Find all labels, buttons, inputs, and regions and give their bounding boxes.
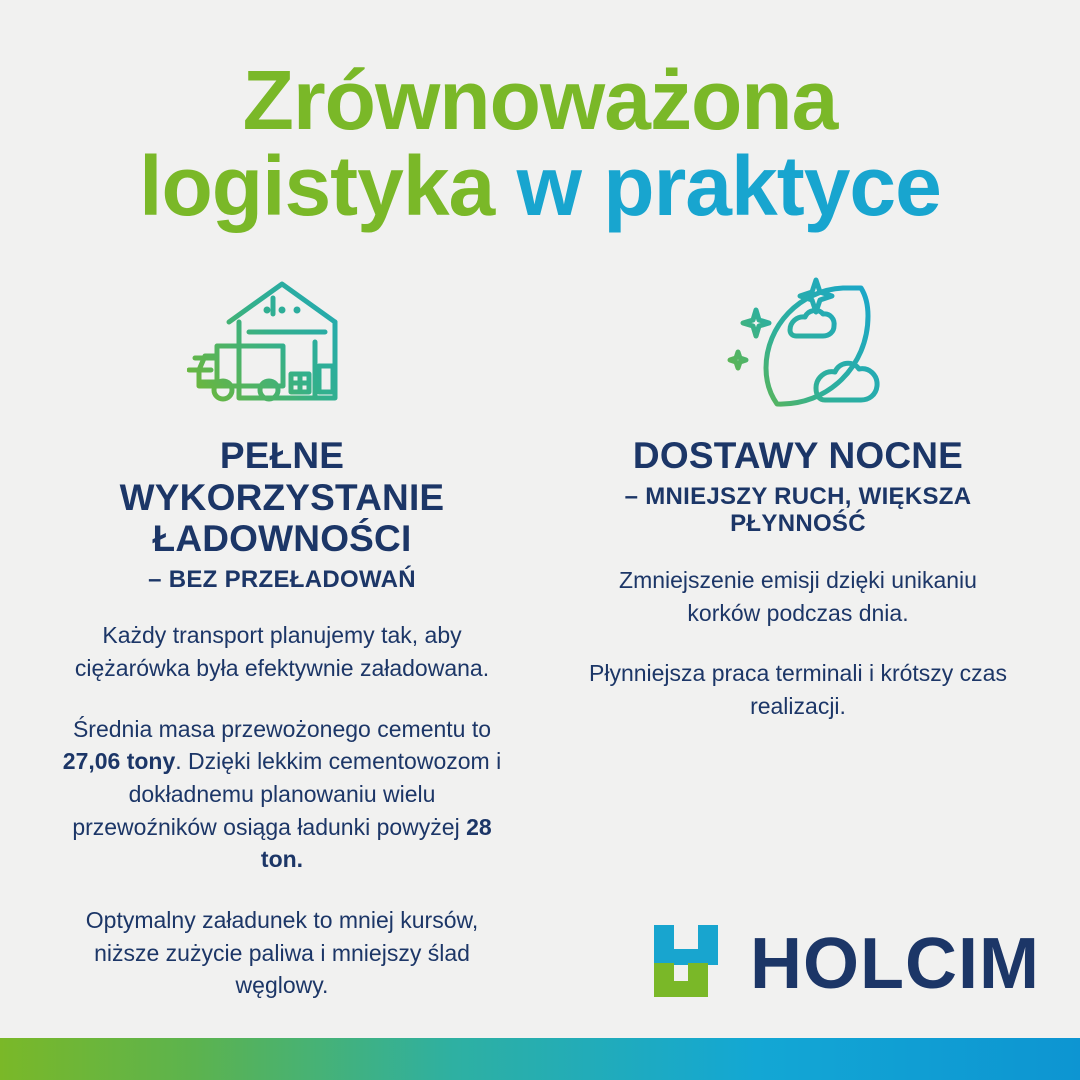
title-line-2 — [0, 138, 1080, 233]
column-paragraph-1: Każdy transport planujemy tak, aby ciężarówka była efektywnie załadowana. — [74, 622, 490, 681]
column-paragraph-1: Zmniejszenie emisji dzięki unikaniu korków podczas dnia. — [619, 566, 977, 626]
column-night-deliveries — [540, 265, 1056, 1004]
title-word-w-praktyce: w praktyce — [516, 138, 941, 233]
moon-clouds-icon — [580, 265, 1016, 425]
holcim-logo-mark — [644, 919, 728, 1008]
truck-warehouse-icon — [54, 265, 510, 425]
holcim-logo-text: HOLCIM — [750, 923, 1040, 1004]
holcim-logo — [644, 919, 1040, 1008]
column-full-load — [24, 265, 540, 1001]
column-heading: PEŁNE WYKORZYSTANIE ŁADOWNOŚCI — [119, 435, 445, 560]
title-line-1: Zrównoważona — [242, 53, 838, 147]
paragraph-2-bold-2: 28 ton. — [260, 813, 492, 873]
paragraph-2-pre: Średnia masa przewożonego cementu to — [72, 715, 492, 742]
paragraph-2-mid: . Dzięki lekkim cementowozom i dokładnemu planowaniu wielu przewoźników osiąga ładunki powyżej — [72, 748, 502, 840]
paragraph-2-bold-1: 27,06 tony — [62, 748, 176, 775]
title-word-logistyka: logistyka — [139, 138, 495, 233]
column-subheading: – MNIEJSZY RUCH, WIĘKSZA PŁYNNOŚĆ — [624, 482, 972, 538]
column-paragraph-2 — [54, 713, 510, 876]
bottom-gradient-bar — [0, 1038, 1080, 1080]
content-columns — [0, 265, 1080, 1004]
page-title — [0, 0, 1080, 233]
column-subheading: – BEZ PRZEŁADOWAŃ — [148, 565, 416, 593]
column-heading: DOSTAWY NOCNE — [632, 435, 964, 477]
column-paragraph-3: Optymalny załadunek to mniej kursów, niższe zużycie paliwa i mniejszy ślad węglowy. — [85, 906, 479, 999]
column-paragraph-2: Płynniejsza praca terminali i krótszy czas realizacji. — [589, 660, 1007, 719]
